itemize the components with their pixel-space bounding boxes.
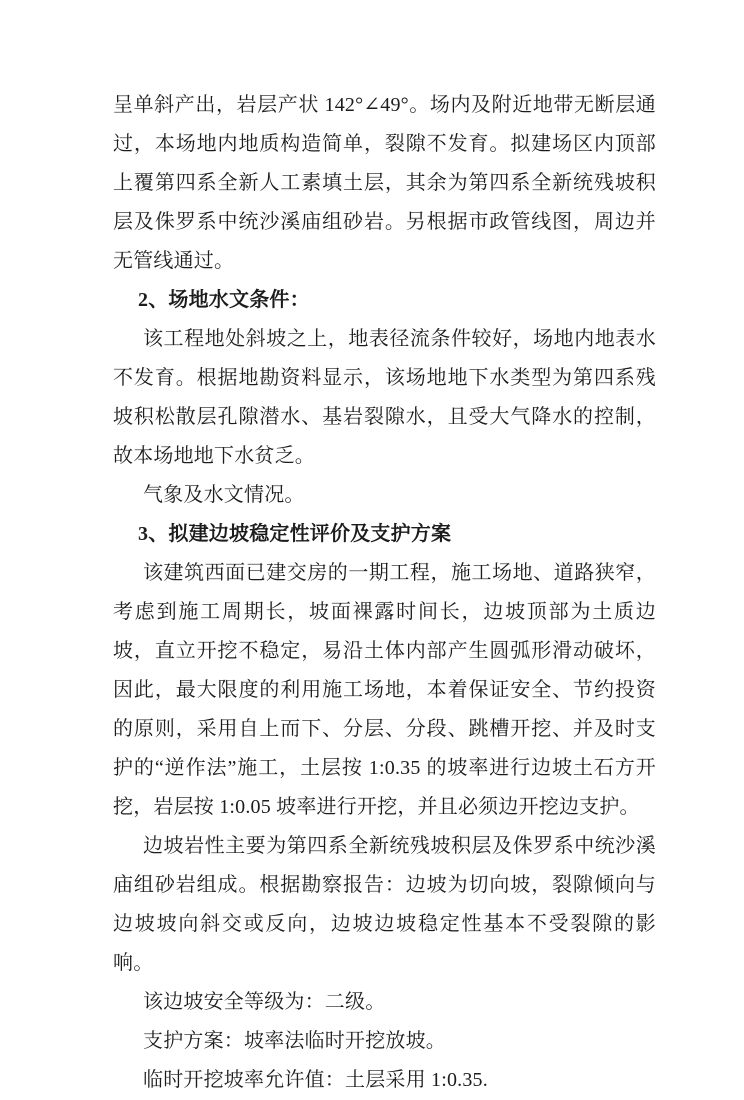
heading-slope-stability-support: 3、拟建边坡稳定性评价及支护方案	[138, 523, 452, 545]
paragraph-slope-construction-method: 该建筑西面已建交房的一期工程，施工场地、道路狭窄，考虑到施工周期长，坡面裸露时间长，边坡顶部为土质边坡，直立开挖不稳定，易沿土体内部产生圆弧形滑动破坏，因此，最大限度的利用施工场地，本着保证安全、节约投资的原则，采用自上而下、分层、分段、跳槽开挖、并及时支护的“逆作法”施工，土层按 1:0.35 的坡率进行边坡土石方开挖，岩层按 1:0.05 坡率进行开挖，并且必须边开挖边支护。	[113, 562, 656, 818]
paragraph-geology-continuation: 呈单斜产出，岩层产状 142°∠49°。场内及附近地带无断层通过，本场地内地质构造简单，裂隙不发育。拟建场区内顶部上覆第四系全新人工素填土层，其余为第四系全新统残坡积层及侏罗系中统沙溪庙组砂岩。另根据市政管线图，周边并无管线通过。	[113, 94, 656, 272]
paragraph-temporary-excavation-ratio: 临时开挖坡率允许值：土层采用 1:0.35.	[143, 1069, 488, 1091]
paragraph-slope-lithology: 边坡岩性主要为第四系全新统残坡积层及侏罗系中统沙溪庙组砂岩组成。根据勘察报告：边坡为切向坡，裂隙倾向与边坡坡向斜交或反向，边坡边坡稳定性基本不受裂隙的影响。	[113, 835, 656, 974]
paragraph-hydrology-description: 该工程地处斜坡之上，地表径流条件较好，场地内地表水不发育。根据地勘资料显示，该场地地下水类型为第四系残坡积松散层孔隙潜水、基岩裂隙水，且受大气降水的控制，故本场地地下水贫乏。	[113, 328, 656, 467]
paragraph-slope-safety-grade: 该边坡安全等级为：二级。	[143, 991, 386, 1013]
paragraph-weather-hydrology-note: 气象及水文情况。	[143, 484, 305, 506]
heading-site-hydrology: 2、场地水文条件：	[138, 289, 310, 311]
paragraph-support-scheme: 支护方案：坡率法临时开挖放坡。	[143, 1030, 446, 1052]
